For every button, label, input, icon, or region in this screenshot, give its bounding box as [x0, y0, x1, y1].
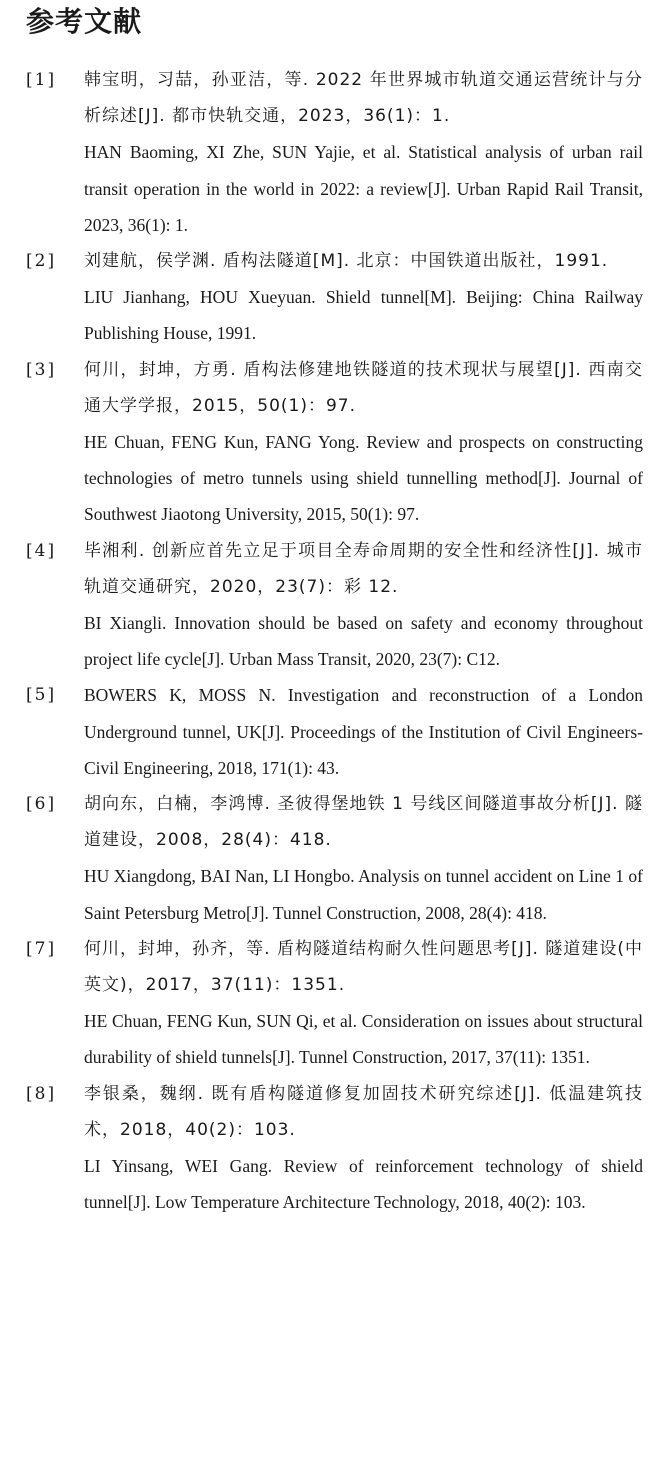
reference-en: HU Xiangdong, BAI Nan, LI Hongbo. Analysis on tunnel accident on Line 1 of Saint Petersburg Metro[J]. Tunnel Construction, 2008, 28(4): 418. — [84, 866, 643, 923]
reference-body — [84, 62, 643, 243]
reference-zh: 李银桑，魏纲. 既有盾构隧道修复加固技术研究综述[J]. 低温建筑技术，2018，40(2)：103. — [84, 1083, 643, 1140]
reference-item-7 — [26, 931, 643, 1076]
reference-body — [84, 1076, 643, 1221]
reference-number: [8] — [26, 1083, 57, 1104]
reference-item-1 — [26, 62, 643, 243]
reference-item-5 — [26, 677, 643, 786]
reference-number: [3] — [26, 359, 57, 380]
reference-body — [84, 786, 643, 931]
reference-item-4 — [26, 533, 643, 678]
reference-body — [84, 352, 643, 533]
reference-number: [1] — [26, 70, 57, 90]
reference-zh: 何川，封坤，孙齐，等. 盾构隧道结构耐久性问题思考[J]. 隧道建设(中英文)，2017，37(11)：1351. — [84, 938, 643, 996]
reference-en: HE Chuan, FENG Kun, FANG Yong. Review and prospects on constructing technologies of metro tunnels using shield tunnelling method[J]. Journal of Southwest Jiaotong University, 2015, 50(1): 97. — [84, 432, 643, 525]
reference-number: [5] — [26, 685, 57, 706]
reference-en: HAN Baoming, XI Zhe, SUN Yajie, et al. Statistical analysis of urban rail transit operation in the world in 2022: a review[J]. Urban Rapid Rail Transit, 2023, 36(1): 1. — [84, 142, 643, 235]
reference-item-3 — [26, 352, 643, 533]
reference-en: BOWERS K, MOSS N. Investigation and reconstruction of a London Underground tunnel, UK[J]. Proceedings of the Institution of Civil Engineers-Civil Engineering, 2018, 171(1): 43. — [84, 685, 643, 778]
reference-body — [84, 243, 643, 352]
reference-en: HE Chuan, FENG Kun, SUN Qi, et al. Consideration on issues about structural durability of shield tunnels[J]. Tunnel Construction, 2017, 37(11): 1351. — [84, 1011, 643, 1068]
reference-body — [84, 677, 643, 786]
reference-en: BI Xiangli. Innovation should be based on safety and economy throughout project life cycle[J]. Urban Mass Transit, 2020, 23(7): C12. — [84, 613, 643, 670]
reference-body — [84, 533, 643, 678]
reference-item-2 — [26, 243, 643, 352]
reference-en: LIU Jianhang, HOU Xueyuan. Shield tunnel[M]. Beijing: China Railway Publishing House, 1991. — [84, 287, 643, 344]
reference-zh: 何川，封坤，方勇. 盾构法修建地铁隧道的技术现状与展望[J]. 西南交通大学学报，2015，50(1)：97. — [84, 359, 643, 416]
reference-zh: 韩宝明，习喆，孙亚洁，等. 2022 年世界城市轨道交通运营统计与分析综述[J]. 都市快轨交通，2023，36(1)：1. — [84, 70, 643, 127]
reference-number: [6] — [26, 794, 57, 815]
page-title: 参考文献 — [26, 5, 143, 38]
reference-zh: 毕湘利. 创新应首先立足于项目全寿命周期的安全性和经济性[J]. 城市轨道交通研究，2020，23(7)：彩 12. — [84, 540, 643, 597]
reference-zh: 刘建航，侯学渊. 盾构法隧道[M]. 北京：中国铁道出版社，1991. — [84, 251, 609, 272]
reference-zh: 胡向东，白楠，李鸿博. 圣彼得堡地铁 1 号线区间隧道事故分析[J]. 隧道建设，2008，28(4)：418. — [84, 794, 643, 851]
reference-number: [7] — [26, 938, 57, 959]
reference-item-8 — [26, 1076, 643, 1221]
reference-en: LI Yinsang, WEI Gang. Review of reinforcement technology of shield tunnel[J]. Low Temperature Architecture Technology, 2018, 40(2): 103. — [84, 1156, 643, 1213]
reference-number: [2] — [26, 251, 57, 272]
reference-item-6 — [26, 786, 643, 931]
reference-body — [84, 931, 643, 1076]
reference-number: [4] — [26, 540, 57, 561]
